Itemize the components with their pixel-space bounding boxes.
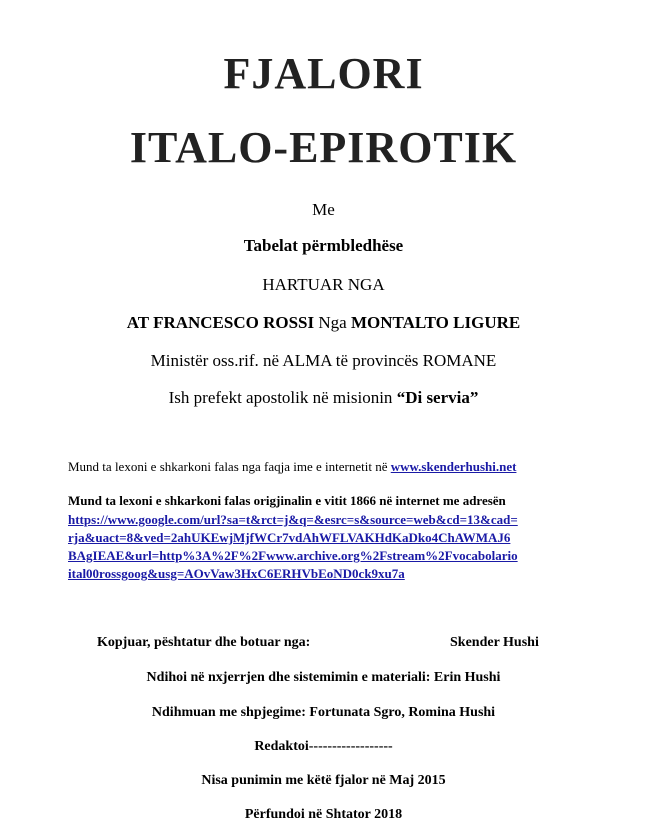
title-line-2: ITALO-EPIROTIK (129, 123, 518, 172)
original-link-line-2[interactable]: rja&uact=8&ved=2ahUKEwjMjfWCr7vdAhWFLVAKHdKaDko4ChAWMAJ6 (68, 530, 511, 545)
prefekt-line (0, 388, 647, 408)
website-link[interactable]: www.skenderhushi.net (390, 459, 517, 474)
nisa-line: Nisa punimin me këtë fjalor në Maj 2015 (201, 773, 446, 788)
kopjuar-name: Skender Hushi (450, 635, 539, 650)
prefekt-mission: “Di servia” (396, 388, 479, 407)
original-link-line-1[interactable]: https://www.google.com/url?sa=t&rct=j&q=&esrc=s&source=web&cd=13&cad= (68, 512, 518, 527)
author-name: AT FRANCESCO ROSSI (126, 313, 315, 332)
author-line (0, 313, 647, 333)
ndihmuan-line: Ndihmuan me shpjegime: Fortunata Sgro, Romina Hushi (151, 705, 496, 720)
subtitle-me: Me (312, 200, 335, 219)
ndihmoi-line: Ndihoi në nxjerrjen dhe sistemimin e materiali: Erin Hushi (146, 670, 501, 685)
download-text-1: Mund ta lexoni e shkarkoni falas nga faqja ime e internetit në (68, 459, 391, 474)
perfundoi-line: Përfundoi në Shtator 2018 (244, 807, 403, 822)
author-nga: Nga (314, 313, 351, 332)
author-place: MONTALTO LIGURE (350, 313, 521, 332)
subtitle-tabelat: Tabelat përmbledhëse (243, 236, 404, 255)
download-line-1 (68, 458, 588, 476)
kopjuar-label: Kopjuar, pështatur dhe botuar nga: (97, 635, 311, 650)
redaktoi-line: Redaktoi------------------ (254, 739, 393, 754)
subtitle-hartuar: HARTUAR NGA (262, 275, 385, 294)
title-line-1: FJALORI (223, 49, 424, 98)
original-link-block[interactable] (68, 511, 588, 583)
prefekt-text: Ish prefekt apostolik në misionin (168, 388, 397, 407)
original-link-line-4[interactable]: ital00rossgoog&usg=AOvVaw3HxC6ERHVbEoND0ck9xu7a (68, 566, 405, 581)
original-link-line-3[interactable]: BAgIEAE&url=http%3A%2F%2Fwww.archive.org%2Fstream%2Fvocabolario (68, 548, 518, 563)
minister-line: Ministër oss.rif. në ALMA të provincës ROMANE (150, 351, 497, 370)
download-text-2: Mund ta lexoni e shkarkoni falas origjinalin e vitit 1866 në internet me adresën (68, 493, 506, 508)
